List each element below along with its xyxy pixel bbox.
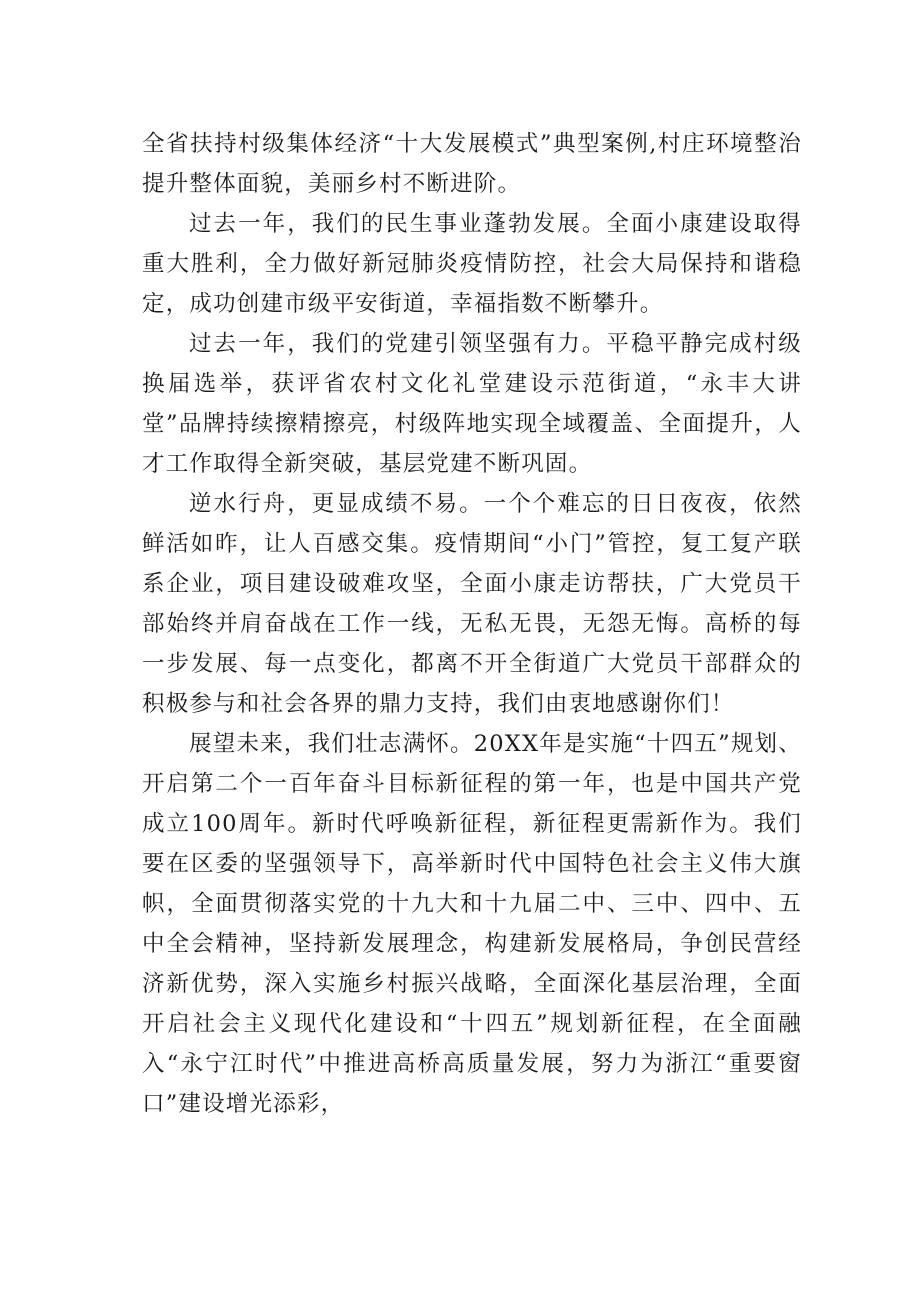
paragraph-livelihood: 过去一年，我们的民生事业蓬勃发展。全面小康建设取得重大胜利，全力做好新冠肺炎疫情防控，社会大局保持和谐稳定，成功创建市级平安街道，幸福指数不断攀升。 [142, 211, 802, 317]
paragraph-gratitude: 逆水行舟，更显成绩不易。一个个难忘的日日夜夜，依然鲜活如昨，让人百感交集。疫情期间“小门”管控，复工复产联系企业，项目建设破难攻坚，全面小康走访帮扶，广大党员干部始终并肩奋战在工作一线，无私无畏，无怨无悔。高桥的每一步发展、每一点变化，都离不开全街道广大党员干部群众的积极参与和社会各界的鼎力支持，我们由衷地感谢你们！ [142, 491, 802, 717]
paragraph-outlook: 展望未来，我们壮志满怀。20XX年是实施“十四五”规划、开启第二个一百年奋斗目标新征程的第一年，也是中国共产党成立100周年。新时代呼唤新征程，新征程更需新作为。我们要在区委的坚强领导下，高举新时代中国特色社会主义伟大旗帜，全面贯彻落实党的十九大和十九届二中、三中、四中、五中全会精神，坚持新发展理念，构建新发展格局，争创民营经济新优势，深入实施乡村振兴战略，全面深化基层治理，全面开启社会主义现代化建设和“十四五”规划新征程，在全面融入“永宁江时代”中推进高桥高质量发展，努力为浙江“重要窗口”建设增光添彩， [142, 731, 802, 1117]
paragraph-party-building: 过去一年，我们的党建引领坚强有力。平稳平静完成村级换届选举，获评省农村文化礼堂建设示范街道，“永丰大讲堂”品牌持续擦精擦亮，村级阵地实现全域覆盖、全面提升，人才工作取得全新突破，基层党建不断巩固。 [142, 331, 802, 477]
paragraph-continuation: 全省扶持村级集体经济“十大发展模式”典型案例,村庄环境整治提升整体面貌，美丽乡村不断进阶。 [142, 131, 802, 197]
document-body [142, 124, 802, 1124]
